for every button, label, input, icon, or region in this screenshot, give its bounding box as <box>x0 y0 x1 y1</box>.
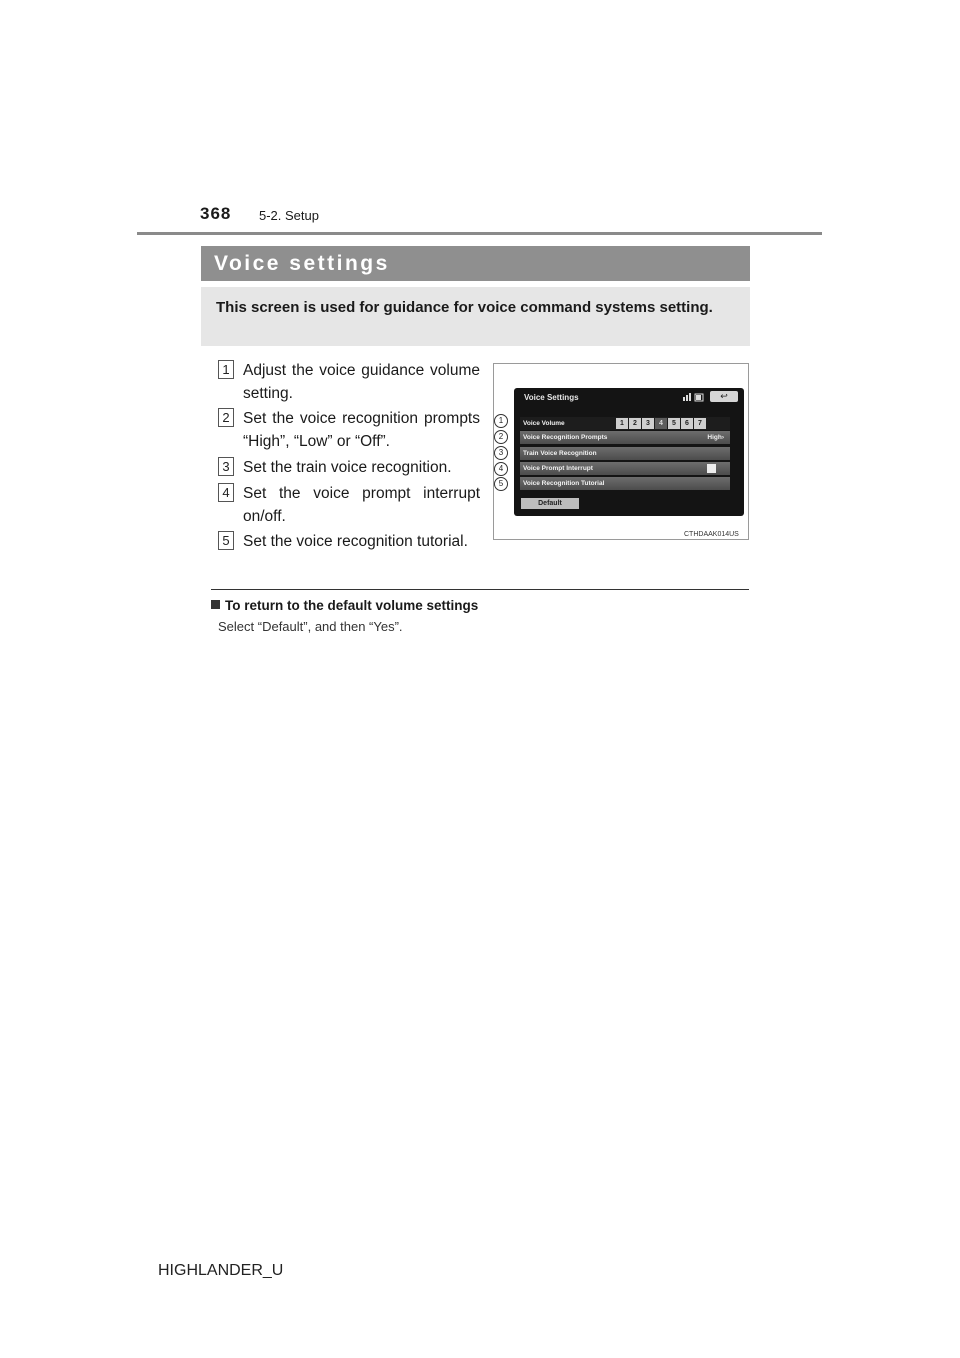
callout-2: 2 <box>494 430 508 444</box>
item-text: Set the train voice recognition. <box>243 459 452 476</box>
list-item <box>218 359 480 405</box>
square-bullet-icon <box>211 600 220 609</box>
callout-3: 3 <box>494 446 508 460</box>
volume-level-7-button[interactable]: 7 <box>694 418 706 429</box>
row-label: Voice Recognition Prompts <box>523 434 608 441</box>
volume-level-6-button[interactable]: 6 <box>681 418 693 429</box>
list-item <box>218 482 480 528</box>
volume-level-3-button[interactable]: 3 <box>642 418 654 429</box>
return-arrow-icon[interactable]: ↩ <box>710 391 738 402</box>
item-number: 3 <box>218 457 234 476</box>
header-rule <box>137 232 822 235</box>
separator-rule <box>211 589 749 590</box>
voice-volume-label: Voice Volume <box>523 420 565 427</box>
figure-frame <box>493 363 749 540</box>
voice-prompt-interrupt-row[interactable] <box>520 462 730 475</box>
screen-title: Voice Settings <box>524 393 579 402</box>
item-number: 1 <box>218 360 234 379</box>
voice-recognition-tutorial-row[interactable] <box>520 477 730 490</box>
voice-volume-row[interactable] <box>520 417 730 430</box>
volume-level-2-button[interactable]: 2 <box>629 418 641 429</box>
item-number: 4 <box>218 483 234 502</box>
list-item <box>218 407 480 453</box>
volume-level-buttons <box>616 418 706 429</box>
item-number: 5 <box>218 531 234 550</box>
callout-4: 4 <box>494 462 508 476</box>
train-voice-recognition-row[interactable] <box>520 447 730 460</box>
signal-battery-icon <box>682 392 706 402</box>
intro-box: This screen is used for guidance for voice command systems setting. <box>201 287 750 346</box>
checkbox[interactable] <box>707 464 716 473</box>
callout-1: 1 <box>494 414 508 428</box>
voice-recognition-prompts-row[interactable] <box>520 431 730 444</box>
page-number: 368 <box>200 204 232 223</box>
item-text: Adjust the voice guidance volume setting. <box>243 362 480 402</box>
item-text: Set the voice prompt interrupt on/off. <box>243 485 480 525</box>
volume-level-4-button[interactable]: 4 <box>655 418 667 429</box>
volume-level-1-button[interactable]: 1 <box>616 418 628 429</box>
note-heading <box>211 598 478 613</box>
list-item <box>218 530 480 553</box>
row-label: Voice Recognition Tutorial <box>523 480 605 487</box>
row-label: Train Voice Recognition <box>523 450 597 457</box>
note-body: Select “Default”, and then “Yes”. <box>218 619 403 634</box>
section-title: Voice settings <box>201 246 750 281</box>
row-value: High› <box>707 434 724 441</box>
note-heading-text: To return to the default volume settings <box>225 598 479 613</box>
volume-level-5-button[interactable]: 5 <box>668 418 680 429</box>
row-label: Voice Prompt Interrupt <box>523 465 593 472</box>
item-number: 2 <box>218 408 234 427</box>
list-item <box>218 456 480 479</box>
item-text: Set the voice recognition tutorial. <box>243 533 468 550</box>
figure-code: CTHDAAK014US <box>684 531 739 538</box>
item-text: Set the voice recognition prompts “High”, “Low” or “Off”. <box>243 410 480 450</box>
footer-model: HIGHLANDER_U <box>158 1262 284 1279</box>
section-label: 5-2. Setup <box>259 208 319 223</box>
callout-5: 5 <box>494 477 508 491</box>
screen-image <box>514 388 744 516</box>
default-button[interactable]: Default <box>521 498 579 509</box>
